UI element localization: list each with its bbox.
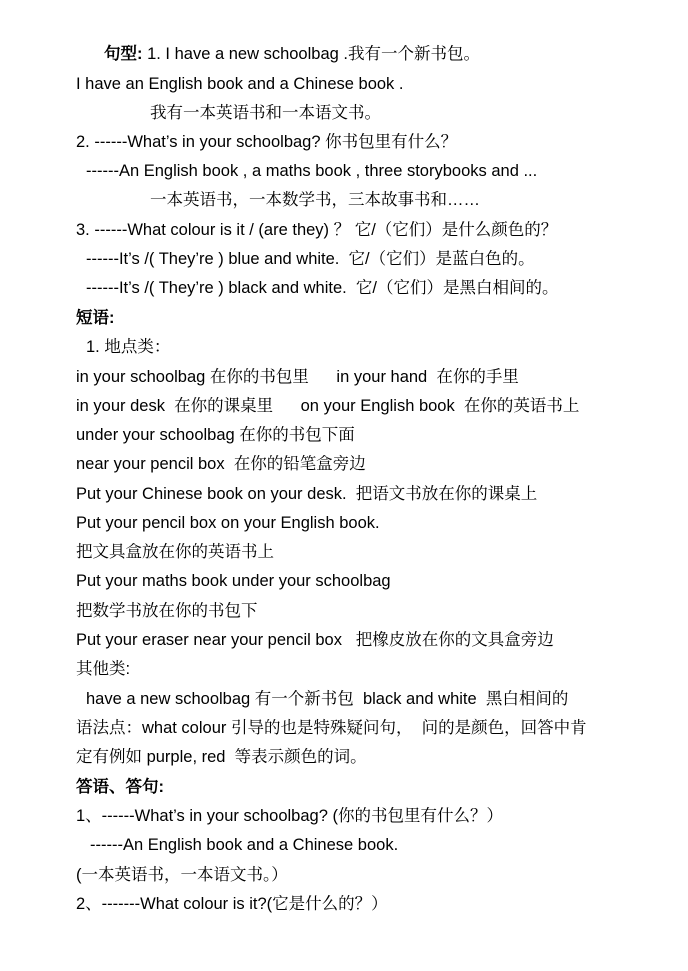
doc-line: near your pencil box 在你的铅笔盒旁边 <box>76 455 366 473</box>
doc-line: 把数学书放在你的书包下 <box>76 602 258 620</box>
doc-line: 3. ------What colour is it / (are they) ？ 它/（它们）是什么颜色的？ <box>76 221 558 239</box>
doc-line: 2. ------What’s in your schoolbag? 你书包里有什么？ <box>76 133 458 151</box>
doc-line: 我有一本英语书和一本语文书。 <box>150 104 381 122</box>
doc-line: 1、------What’s in your schoolbag? (你的书包里有什么？） <box>76 807 503 825</box>
doc-line: Put your maths book under your schoolbag <box>76 572 391 590</box>
doc-line: 把文具盒放在你的英语书上 <box>76 543 274 561</box>
doc-line: have a new schoolbag 有一个新书包 black and white 黑白相间的 <box>86 690 569 708</box>
sentence-patterns-line-1 <box>104 40 480 69</box>
location-category-heading: 1. 地点类： <box>86 338 171 356</box>
doc-line: in your schoolbag 在你的书包里 in your hand 在你的手里 <box>76 368 519 386</box>
doc-line: ------It’s /( They’re ) black and white. 它/（它们）是黑白相间的。 <box>86 279 559 297</box>
doc-line: ------An English book and a Chinese book. <box>90 836 399 854</box>
doc-line: under your schoolbag 在你的书包下面 <box>76 426 355 444</box>
doc-line: ------It’s /( They’re ) blue and white. 它/（它们）是蓝白色的。 <box>86 250 535 268</box>
doc-line: Put your Chinese book on your desk. 把语文书放在你的课桌上 <box>76 485 538 503</box>
other-category-heading: 其他类: <box>76 660 131 678</box>
sentence-patterns-heading: 句型: <box>104 45 143 63</box>
answers-heading: 答语、答句: <box>76 778 164 796</box>
doc-line: 2、-------What colour is it?(它是什么的？） <box>76 895 388 913</box>
doc-line: (一本英语书，一本语文书。） <box>76 866 288 884</box>
doc-line: Put your pencil box on your English book. <box>76 514 380 532</box>
phrases-heading: 短语: <box>76 309 115 327</box>
doc-line: 一本英语书，一本数学书，三本故事书和…… <box>150 191 480 209</box>
doc-line: ------An English book , a maths book , three storybooks and ... <box>86 162 538 180</box>
doc-line: in your desk 在你的课桌里 on your English book 在你的英语书上 <box>76 397 580 415</box>
sentence-patterns-line-1-text: 1. I have a new schoolbag .我有一个新书包。 <box>142 45 480 63</box>
grammar-point-line: 定有例如 purple, red 等表示颜色的词。 <box>76 748 367 766</box>
doc-line: I have an English book and a Chinese book . <box>76 75 404 93</box>
grammar-point-line: 语法点：what colour 引导的也是特殊疑问句， 问的是颜色，回答中肯 <box>76 719 587 737</box>
doc-line: Put your eraser near your pencil box 把橡皮放在你的文具盒旁边 <box>76 631 554 649</box>
